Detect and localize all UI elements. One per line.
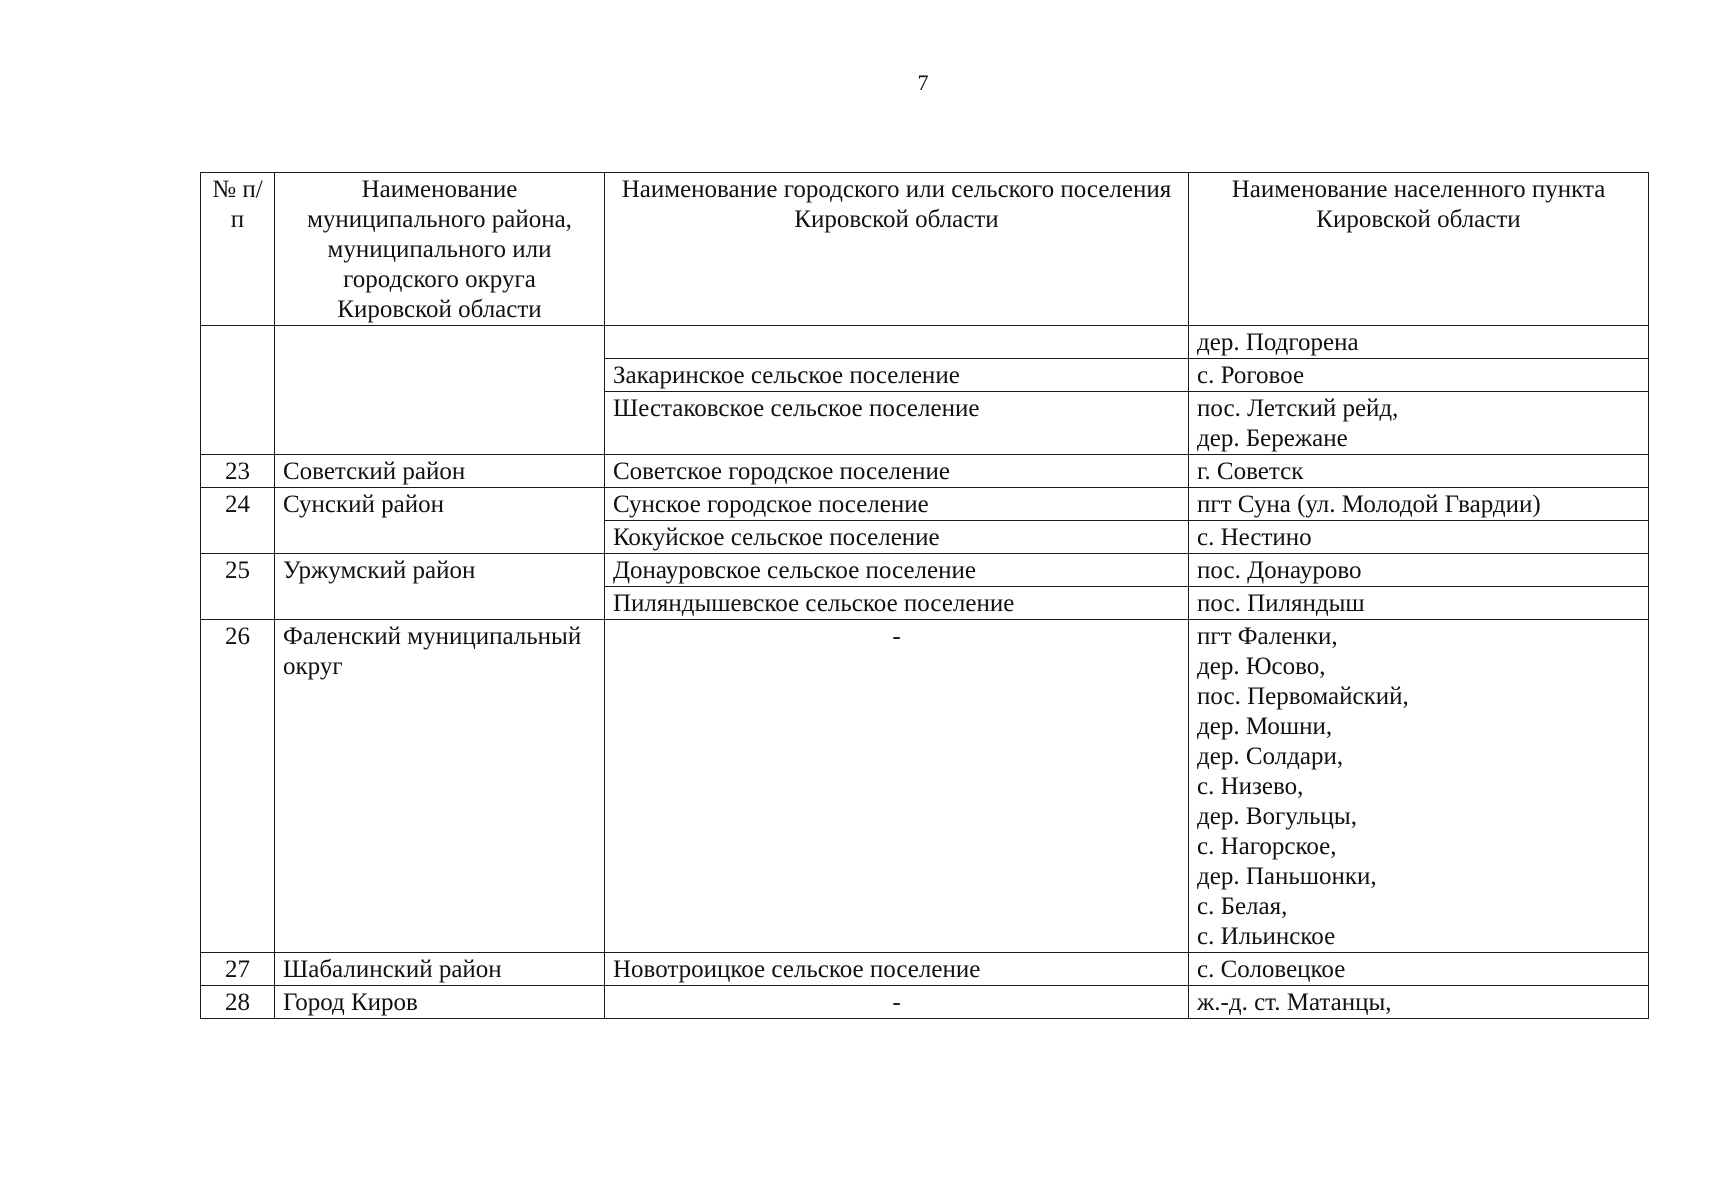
locality-line: с. Белая, [1197,893,1288,920]
table-row [201,488,1649,521]
table-row [201,953,1649,986]
cell-locality: пгт Суна (ул. Молодой Гвардии) [1189,488,1649,521]
cell-number: 24 [201,488,275,554]
cell-settlement [605,326,1189,359]
cell-number [201,326,275,455]
cell-locality: с. Роговое [1189,359,1649,392]
cell-settlement: Донауровское сельское поселение [605,554,1189,587]
locality-line: пгт Фаленки, [1197,623,1338,650]
cell-locality: пос. Донаурово [1189,554,1649,587]
cell-settlement: - [605,986,1189,1019]
cell-number: 27 [201,953,275,986]
locality-line: с. Ильинское [1197,923,1336,950]
cell-settlement: Советское городское поселение [605,455,1189,488]
locality-line: пос. Летский рейд, [1197,395,1399,422]
locality-line: дер. Паньшонки, [1197,863,1377,890]
cell-locality [1189,392,1649,455]
cell-settlement: Закаринское сельское поселение [605,359,1189,392]
table-row [201,620,1649,953]
cell-district [275,326,605,455]
cell-settlement: Шестаковское сельское поселение [605,392,1189,455]
cell-number: 25 [201,554,275,620]
cell-locality: пос. Пиляндыш [1189,587,1649,620]
cell-locality: с. Нестино [1189,521,1649,554]
cell-locality: г. Советск [1189,455,1649,488]
table-row [201,326,1649,359]
cell-district: Фаленский муниципальный округ [275,620,605,953]
header-settlement: Наименование городского или сельского поселения Кировской области [605,173,1189,326]
cell-district: Уржумский район [275,554,605,620]
cell-district: Советский район [275,455,605,488]
header-locality: Наименование населенного пункта Кировской области [1189,173,1649,326]
locality-line: пос. Первомайский, [1197,683,1409,710]
locality-line: дер. Солдари, [1197,743,1344,770]
table-row [201,455,1649,488]
table-header-row [201,173,1649,326]
cell-number: 23 [201,455,275,488]
locality-line: дер. Бережане [1197,425,1348,452]
cell-district: Сунский район [275,488,605,554]
cell-settlement: Сунское городское поселение [605,488,1189,521]
settlements-table [200,172,1649,1019]
locality-line: дер. Вогульцы, [1197,803,1357,830]
cell-district: Шабалинский район [275,953,605,986]
locality-line: дер. Юсово, [1197,653,1326,680]
cell-settlement: Пиляндышевское сельское поселение [605,587,1189,620]
header-number: № п/п [201,173,275,326]
locality-line: с. Низево, [1197,773,1304,800]
cell-locality [1189,620,1649,953]
cell-district: Город Киров [275,986,605,1019]
table-row [201,986,1649,1019]
locality-line: с. Нагорское, [1197,833,1337,860]
cell-settlement: Новотроицкое сельское поселение [605,953,1189,986]
header-district: Наименование муниципального района, муниципального или городского округа Кировской области [275,173,605,326]
cell-locality: ж.-д. ст. Матанцы, [1189,986,1649,1019]
cell-locality: с. Соловецкое [1189,953,1649,986]
table-row [201,554,1649,587]
cell-number: 26 [201,620,275,953]
cell-number: 28 [201,986,275,1019]
page-number: 7 [917,70,929,95]
cell-settlement: - [605,620,1189,953]
cell-locality: дер. Подгорена [1189,326,1649,359]
cell-settlement: Кокуйское сельское поселение [605,521,1189,554]
locality-line: дер. Мошни, [1197,713,1333,740]
